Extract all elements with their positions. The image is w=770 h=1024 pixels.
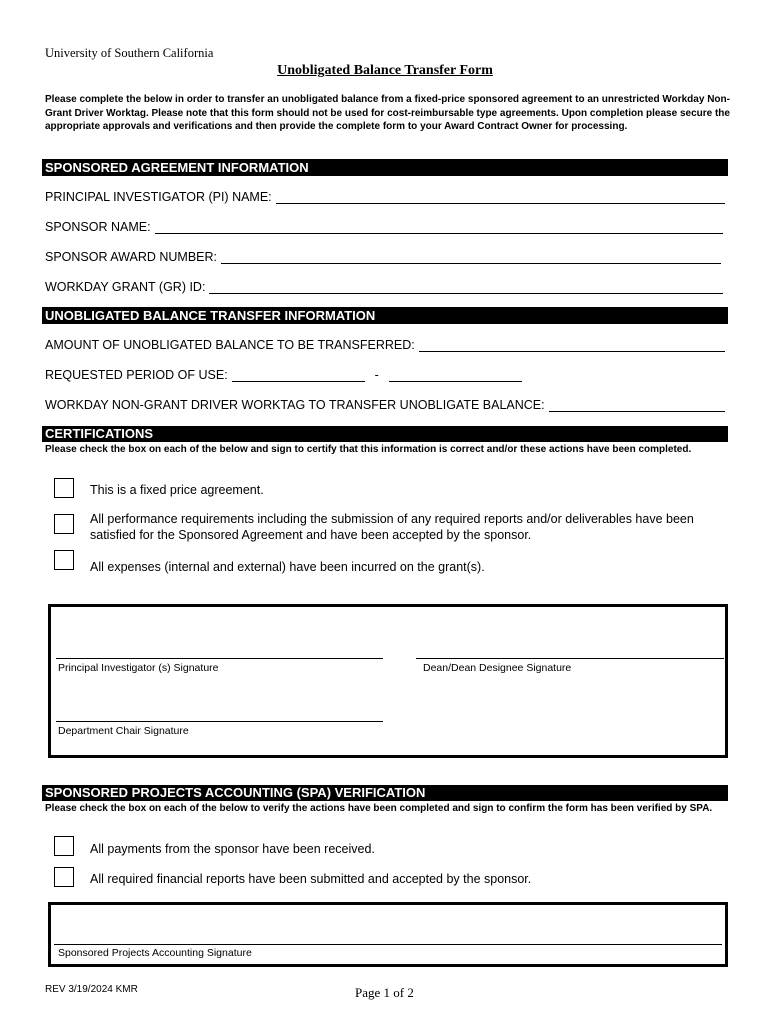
sponsor-name-label: SPONSOR NAME: — [45, 220, 151, 234]
spa-instructions: Please check the box on each of the below to verify the actions have been completed and sign to confirm the form has been verified by SPA. — [45, 803, 713, 814]
spa-signature-label: Sponsored Projects Accounting Signature — [58, 947, 252, 959]
revision-note: REV 3/19/2024 KMR — [45, 984, 138, 995]
pi-signature-label: Principal Investigator (s) Signature — [58, 662, 219, 674]
spa-checkbox-reports[interactable] — [54, 867, 74, 887]
period-separator: - — [374, 368, 379, 382]
form-title-text: Unobligated Balance Transfer Form — [277, 63, 493, 78]
spa-text-payments: All payments from the sponsor have been received. — [90, 842, 375, 856]
university-name: University of Southern California — [45, 46, 214, 60]
pi-name-field — [45, 188, 725, 204]
page-number: Page 1 of 2 — [355, 985, 414, 1000]
chair-signature-label: Department Chair Signature — [58, 725, 189, 737]
section-heading-sponsored-agreement: SPONSORED AGREEMENT INFORMATION — [42, 159, 728, 176]
worktag-input[interactable] — [549, 399, 725, 412]
sponsor-name-field — [45, 218, 723, 234]
sponsor-award-number-input[interactable] — [221, 251, 721, 264]
amount-label: AMOUNT OF UNOBLIGATED BALANCE TO BE TRANSFERRED: — [45, 338, 415, 352]
spa-text-reports: All required financial reports have been submitted and accepted by the sponsor. — [90, 872, 532, 886]
workday-grant-id-field — [45, 278, 723, 294]
amount-field — [45, 336, 725, 352]
form-title — [0, 63, 770, 79]
dean-signature-label: Dean/Dean Designee Signature — [423, 662, 572, 674]
sponsor-award-number-label: SPONSOR AWARD NUMBER: — [45, 250, 218, 264]
section-heading-certifications: CERTIFICATIONS — [42, 426, 728, 442]
period-of-use-label: REQUESTED PERIOD OF USE: — [45, 368, 228, 382]
certifications-instructions: Please check the box on each of the below and sign to certify that this information is correct and/or these actions have been completed. — [45, 444, 692, 455]
cert-checkbox-expenses[interactable] — [54, 550, 74, 570]
workday-grant-id-label: WORKDAY GRANT (GR) ID: — [45, 280, 206, 294]
period-of-use-field — [45, 366, 525, 382]
cert-text-fixed-price: This is a fixed price agreement. — [90, 483, 264, 497]
period-end-input[interactable] — [389, 369, 522, 382]
period-start-input[interactable] — [232, 369, 365, 382]
certification-signature-box — [48, 604, 728, 758]
pi-name-input[interactable] — [276, 191, 725, 204]
cert-checkbox-performance[interactable] — [54, 514, 74, 534]
spa-checkbox-payments[interactable] — [54, 836, 74, 856]
cert-text-expenses: All expenses (internal and external) have been incurred on the grant(s). — [90, 560, 485, 574]
spa-signature-line[interactable] — [54, 944, 722, 945]
pi-name-label: PRINCIPAL INVESTIGATOR (PI) NAME: — [45, 190, 272, 204]
cert-text-performance: All performance requirements including the submission of any required reports and/or deliverables have been satisfied for the Sponsored Agreement and have been accepted by the sponsor. — [90, 512, 694, 542]
worktag-label: WORKDAY NON-GRANT DRIVER WORKTAG TO TRANSFER UNOBLIGATE BALANCE: — [45, 398, 545, 412]
amount-input[interactable] — [419, 339, 725, 352]
cert-checkbox-fixed-price[interactable] — [54, 478, 74, 498]
dean-signature-line[interactable] — [416, 658, 724, 659]
form-intro: Please complete the below in order to transfer an unobligated balance from a fixed-price sponsored agreement to an unrestricted Workday Non-Grant Driver Worktag. Please note that this form should not be used for cost-reimbursable type agreements. Upon completion please secure the appropriate approvals and verifications and then provide the complete form to your Award Contract Owner for processing. — [45, 94, 730, 132]
section-heading-spa-verification: SPONSORED PROJECTS ACCOUNTING (SPA) VERIFICATION — [42, 785, 728, 801]
workday-grant-id-input[interactable] — [209, 281, 723, 294]
spa-signature-box — [48, 902, 728, 967]
sponsor-award-number-field — [45, 248, 721, 264]
chair-signature-line[interactable] — [56, 721, 383, 722]
worktag-field — [45, 396, 725, 412]
pi-signature-line[interactable] — [56, 658, 383, 659]
sponsor-name-input[interactable] — [155, 221, 723, 234]
section-heading-transfer-info: UNOBLIGATED BALANCE TRANSFER INFORMATION — [42, 307, 728, 324]
